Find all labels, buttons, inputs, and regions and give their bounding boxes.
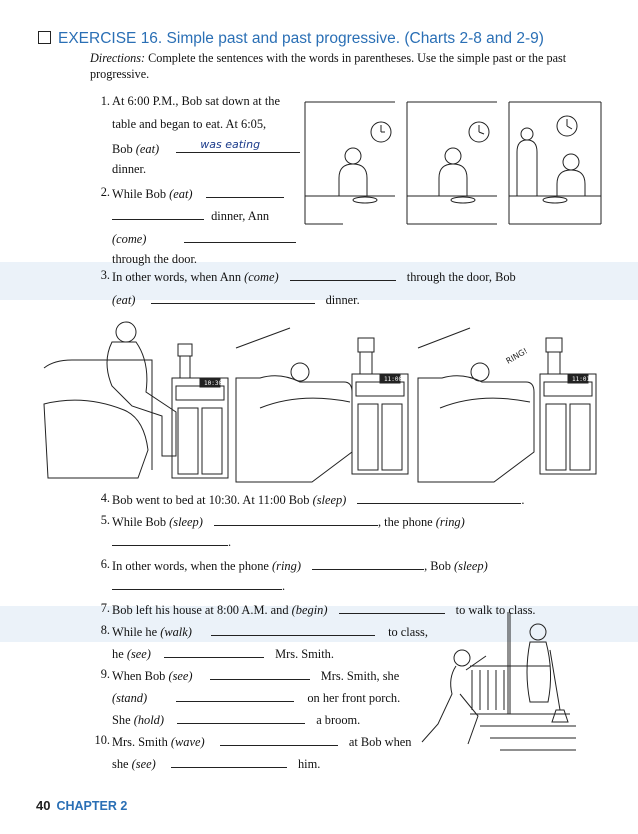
item-text: to class, [388, 625, 428, 639]
item-number: 6. [100, 557, 110, 571]
item-9-line3 [112, 711, 360, 728]
item-text: through the door. [112, 252, 198, 266]
clock-display: 10:30 [204, 380, 223, 387]
item-text: In other words, when Ann [112, 270, 242, 284]
item-text: a broom. [316, 713, 361, 727]
answer-blank[interactable] [184, 230, 296, 243]
verb-hint: (eat) [135, 142, 160, 156]
item-text: Mrs. Smith. [275, 647, 334, 661]
item-number: 9. [100, 667, 110, 681]
item-9-line2 [112, 689, 400, 706]
page-footer [36, 798, 127, 813]
item-text: dinner. [112, 162, 147, 176]
item-text: he [112, 647, 124, 661]
item-text: Bob left his house at 8:00 A.M. and [112, 603, 289, 617]
item-text: dinner, Ann [211, 209, 270, 223]
answer-blank[interactable] [210, 667, 310, 680]
verb-hint: (sleep) [169, 515, 203, 529]
answer-blank[interactable] [211, 623, 375, 636]
verb-hint: (ring) [435, 515, 465, 529]
answer-blank[interactable] [220, 733, 338, 746]
verb-hint: (eat) [169, 187, 193, 201]
item-text: While Bob [112, 515, 167, 529]
item-2-line2 [112, 207, 269, 224]
item-10-line2 [112, 755, 320, 772]
item-1-line3 [112, 140, 300, 157]
item-text: table and began to eat. At 6:05, [112, 117, 267, 131]
answer-blank[interactable] [176, 689, 294, 702]
item-number: 2. [100, 185, 110, 199]
directions-text: Complete the sentences with the words in parentheses. Use the simple past or the past progressive. [90, 51, 567, 81]
verb-hint: (walk) [160, 625, 192, 639]
item-number: 8. [100, 623, 110, 637]
item-number: 3. [100, 268, 110, 282]
verb-hint: (wave) [170, 735, 205, 749]
directions [90, 50, 590, 82]
answer-blank[interactable] [177, 711, 305, 724]
page-number: 40 [36, 798, 51, 813]
punctuation: . [228, 535, 232, 549]
item-text: , the phone [377, 515, 433, 529]
item-text: she [112, 757, 129, 771]
item-number: 5. [100, 513, 110, 527]
item-text: Bob went to bed at 10:30. At 11:00 Bob [112, 493, 310, 507]
item-text: at Bob when [348, 735, 412, 749]
exercise-title-text: EXERCISE 16. Simple past and past progressive. (Charts 2-8 and 2-9) [58, 30, 544, 47]
item-text: In other words, when the phone [112, 559, 269, 573]
answer-blank[interactable] [312, 557, 424, 570]
punctuation: . [282, 579, 286, 593]
clock-display: 11:01 [572, 376, 591, 383]
directions-label: Directions: [90, 51, 146, 65]
answer-blank[interactable] [206, 185, 284, 198]
verb-hint: (see) [168, 669, 193, 683]
porch-illustration [410, 610, 576, 770]
answer-blank[interactable] [112, 533, 228, 546]
answer-blank[interactable] [214, 513, 378, 526]
item-8-line2 [112, 645, 334, 662]
item-number: 4. [100, 491, 110, 505]
item-text: him. [297, 757, 321, 771]
item-number: 1. [100, 94, 110, 108]
item-5-line2 [112, 533, 231, 550]
chapter-label: CHAPTER 2 [56, 799, 128, 813]
item-text: She [112, 713, 131, 727]
item-text: through the door, Bob [406, 270, 516, 284]
verb-hint: (eat) [112, 293, 136, 307]
answer-blank[interactable] [151, 291, 315, 304]
answer-blank[interactable] [112, 207, 204, 220]
answer-blank[interactable] [290, 268, 396, 281]
handwritten-answer: was eating [200, 138, 261, 151]
item-text: Mrs. Smith [112, 735, 168, 749]
clock-display: 11:00 [384, 376, 403, 383]
item-text: When Bob [112, 669, 166, 683]
phone-ring-label: RING! [504, 346, 530, 366]
checkbox-icon[interactable] [38, 31, 51, 44]
item-number: 7. [100, 601, 110, 615]
item-text: , Bob [424, 559, 451, 573]
punctuation: . [521, 493, 525, 507]
item-6-line2 [112, 577, 285, 594]
item-text: to walk to class. [455, 603, 536, 617]
verb-hint: (stand) [112, 691, 148, 705]
item-text: At 6:00 P.M., Bob sat down at the [112, 94, 280, 108]
verb-hint: (hold) [133, 713, 164, 727]
answer-blank[interactable] [164, 645, 264, 658]
item-number: 10. [94, 733, 110, 747]
verb-hint: (ring) [272, 559, 301, 573]
answer-blank[interactable] [171, 755, 287, 768]
item-3-line2 [112, 291, 360, 308]
verb-hint: (sleep) [454, 559, 488, 573]
item-text: Mrs. Smith, she [320, 669, 400, 683]
answer-blank[interactable] [357, 491, 521, 504]
item-text: While he [112, 625, 158, 639]
bedroom-illustration [40, 308, 610, 486]
item-2-line3 [112, 230, 296, 247]
answer-blank[interactable] [176, 140, 300, 153]
verb-hint: (come) [244, 270, 279, 284]
verb-hint: (see) [126, 647, 151, 661]
item-text: dinner. [325, 293, 360, 307]
dinner-illustration [303, 96, 603, 230]
item-text: Bob [112, 142, 133, 156]
verb-hint: (come) [112, 232, 147, 246]
verb-hint: (begin) [291, 603, 328, 617]
answer-blank[interactable] [112, 577, 282, 590]
verb-hint: (see) [131, 757, 156, 771]
exercise-title [38, 30, 544, 48]
item-text: on her front porch. [307, 691, 401, 705]
item-text: While Bob [112, 187, 167, 201]
verb-hint: (sleep) [312, 493, 347, 507]
